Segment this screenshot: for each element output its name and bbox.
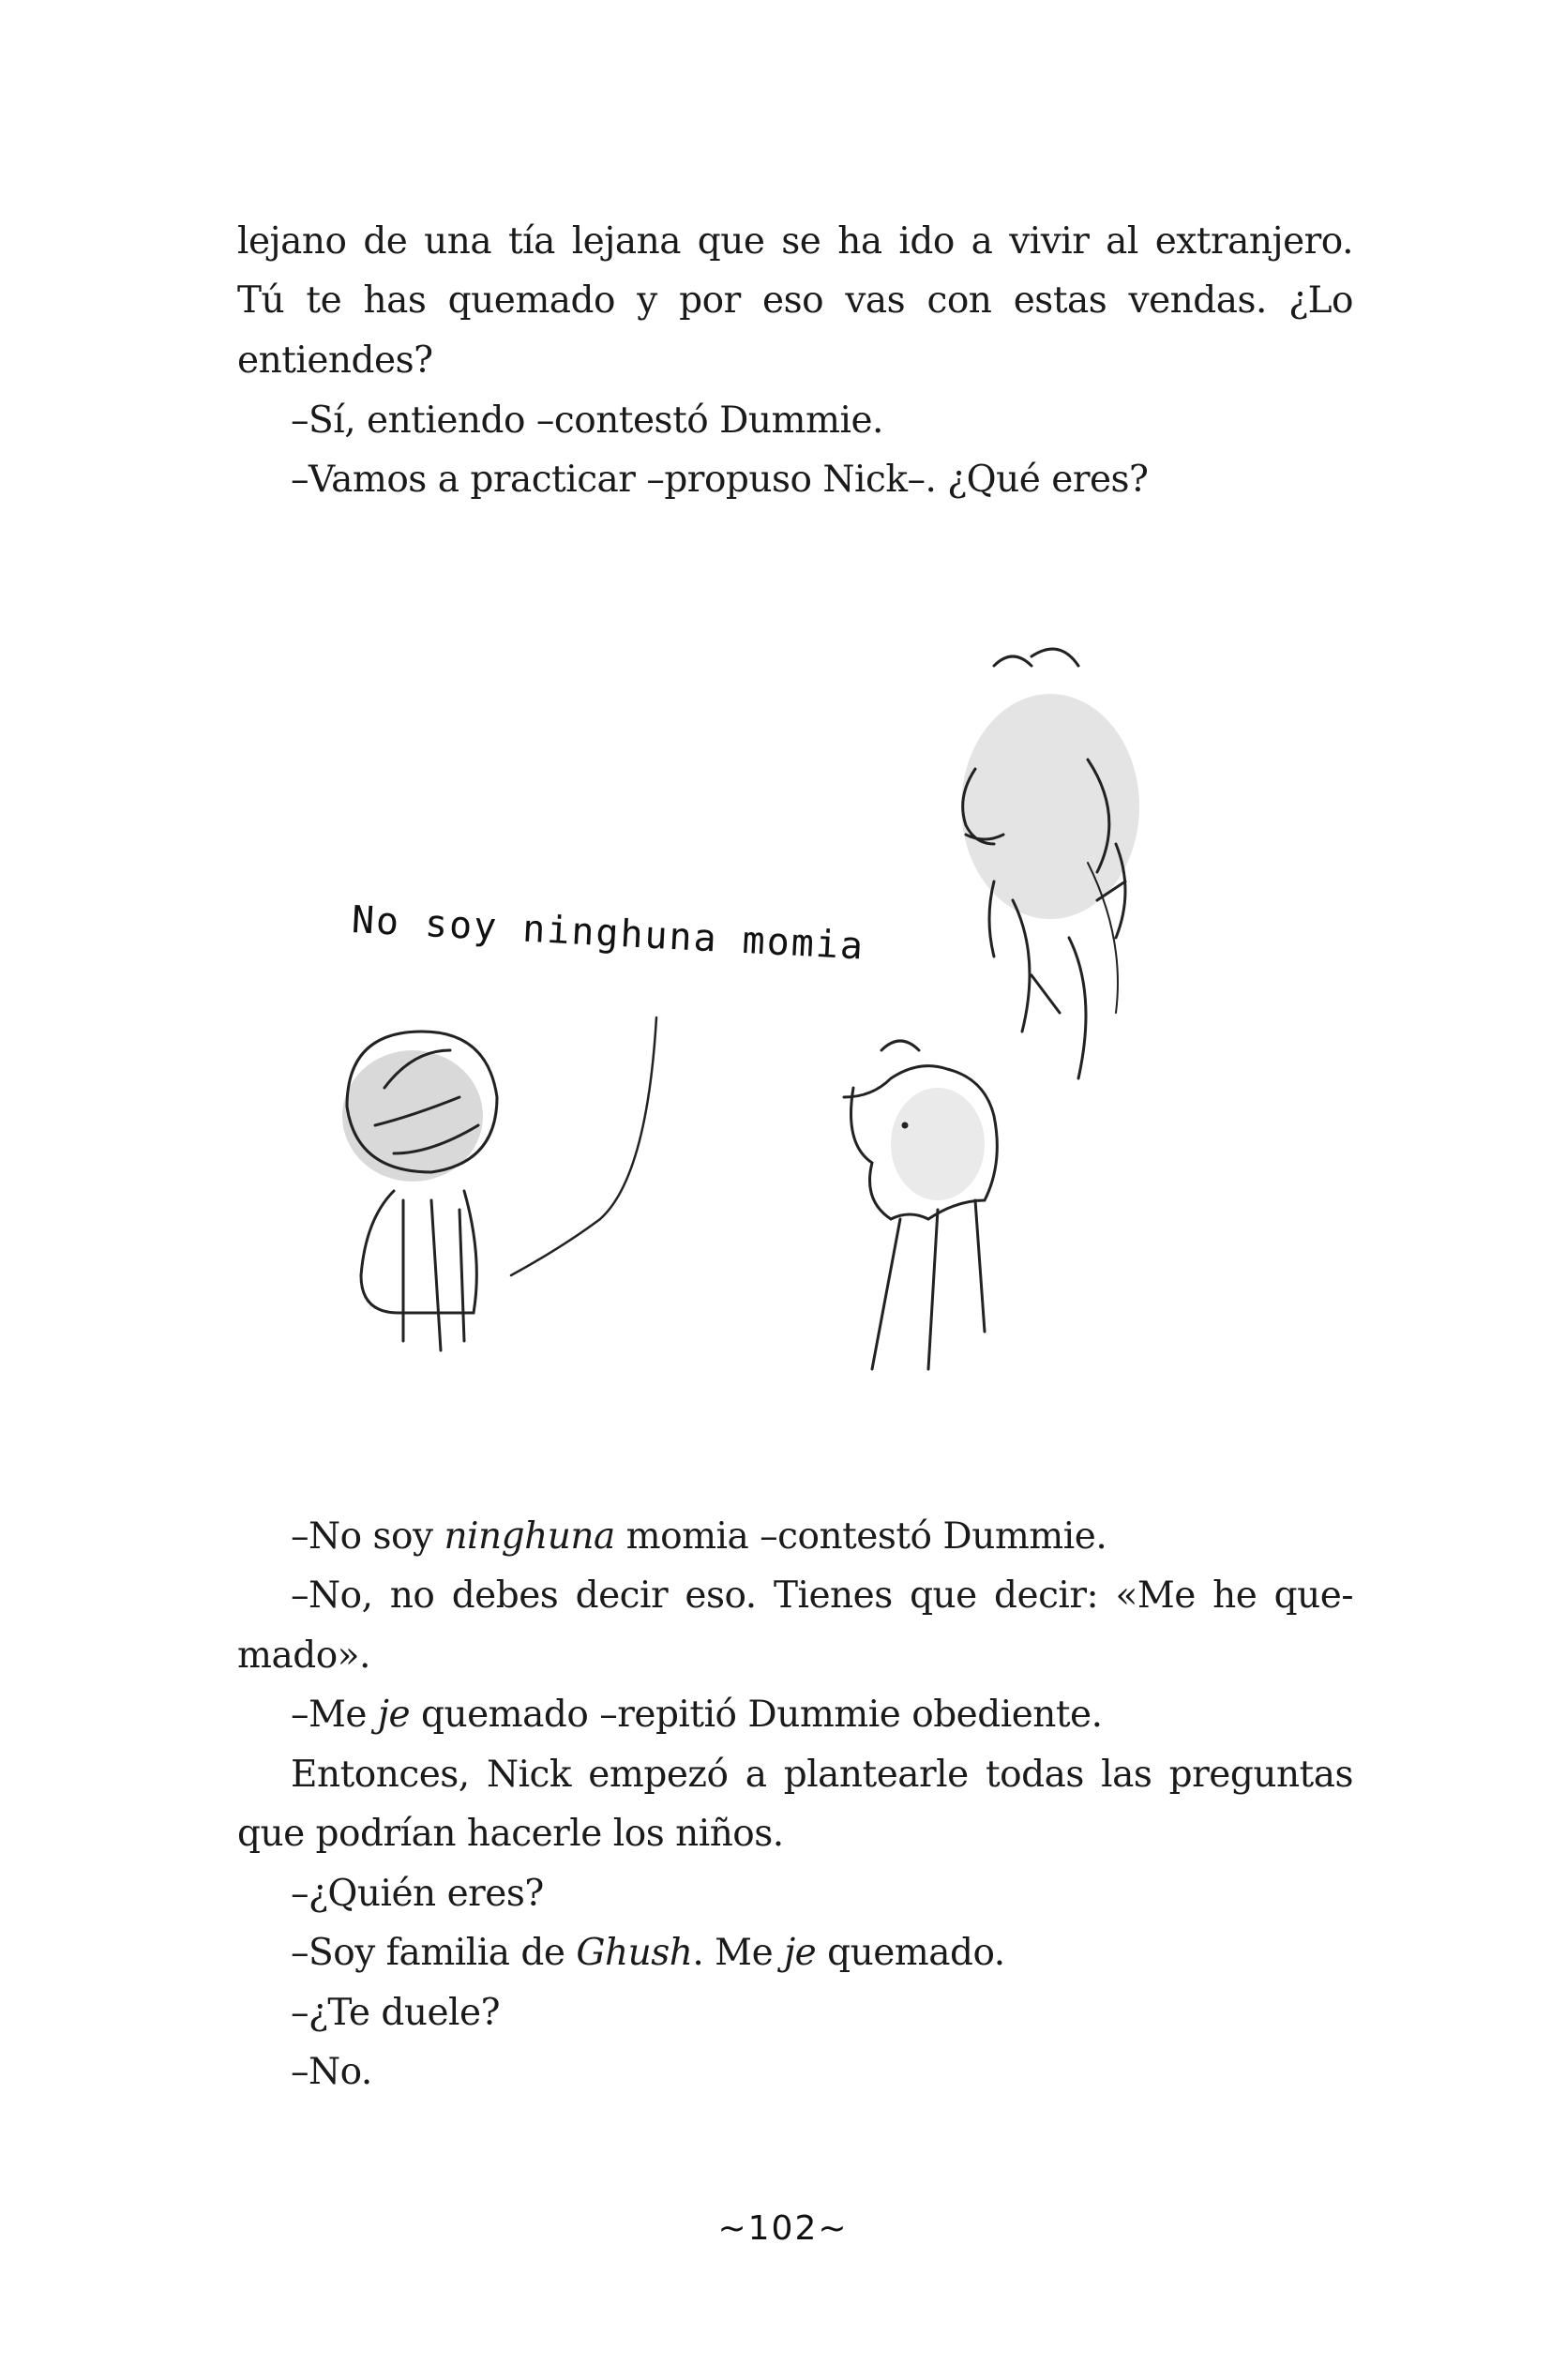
dialogue-line: –¿Quién eres? [291,1873,544,1915]
speech-tail [511,1017,656,1275]
dialogue-line: –¿Te duele? [291,1992,500,2034]
old-woman-figure [961,649,1139,1078]
paragraph-line: Tú te has quemado y por eso vas con estas vendas. ¿Lo [237,279,1353,322]
text-run: . Me [692,1932,785,1974]
illustration [319,619,1303,1416]
text-run: –No soy [291,1515,444,1558]
paragraph-line: entiendes? [237,339,433,382]
dialogue-line: –No, no debes decir eso. Tienes que decir: «Me he que- [291,1574,1353,1617]
paragraph-line: Entonces, Nick empezó a plantearle todas las preguntas [291,1754,1353,1796]
italic-word: ninghuna [444,1515,615,1558]
dialogue-line [291,1930,1005,1977]
dialogue-line: –Vamos a practicar –propuso Nick–. ¿Qué eres? [291,459,1149,501]
dummie-figure [342,1032,497,1350]
text-run: quemado. [816,1932,1005,1974]
paragraph-line: que podrían hacerle los niños. [237,1813,784,1855]
dialogue-line [291,1514,1107,1560]
dialogue-line [291,1692,1103,1739]
text-run: quemado –repitió Dummie obediente. [410,1694,1103,1736]
speech-bubble-text: No soy ninghuna momia [350,898,866,969]
nick-figure [844,1041,997,1369]
page-number: ~102~ [717,2209,849,2248]
text-run: momia –contestó Dummie. [614,1515,1107,1558]
italic-word: Ghush [576,1932,693,1974]
italic-word: je [784,1932,817,1974]
dialogue-line: –No. [291,2051,372,2093]
paragraph-line: lejano de una tía lejana que se ha ido a vivir al extranjero. [237,220,1353,263]
dialogue-line: –Sí, entiendo –contestó Dummie. [291,399,883,442]
dialogue-line: mado». [237,1634,370,1677]
text-run: –Me [291,1694,378,1736]
text-run: –Soy familia de [291,1932,577,1974]
italic-word: je [377,1694,411,1736]
